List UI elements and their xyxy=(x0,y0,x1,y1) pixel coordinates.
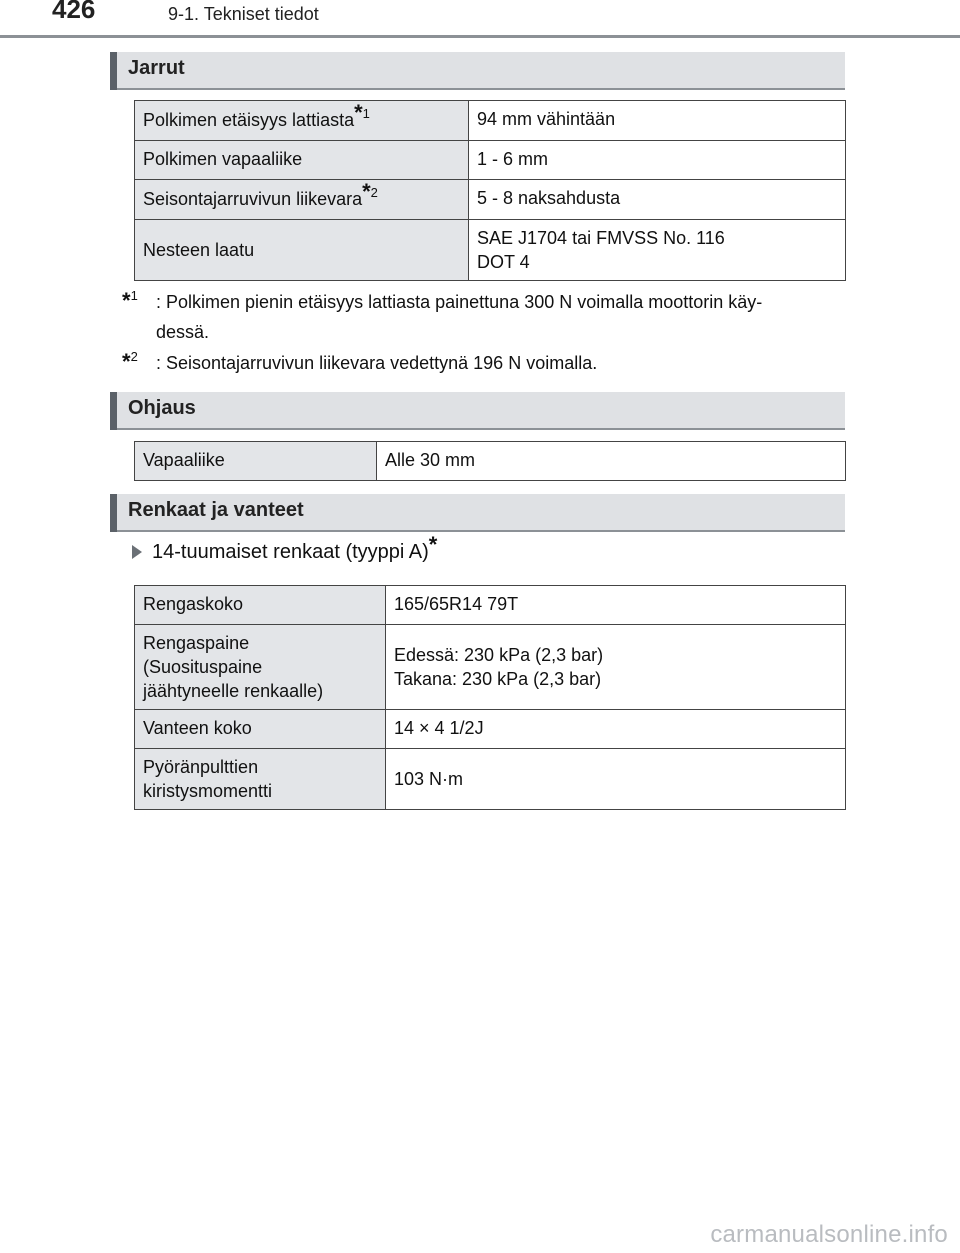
table-cell-label: Pyöränpulttien kiristysmomentti xyxy=(135,749,386,810)
table-row xyxy=(135,180,846,220)
table-cell-value: 14 × 4 1/2J xyxy=(386,710,846,749)
table-row xyxy=(135,101,846,141)
triangle-bullet-icon xyxy=(132,545,142,559)
table-cell-label xyxy=(135,180,469,220)
footnote-star: * xyxy=(354,100,363,125)
section-heading-tires xyxy=(110,494,845,532)
tires-table xyxy=(134,585,846,810)
table-row xyxy=(135,586,846,625)
table-cell-label: Polkimen vapaaliike xyxy=(135,141,469,180)
footnote-text: : Polkimen pienin etäisyys lattiasta painettuna 300 N voimalla moottorin käy- xyxy=(156,292,763,312)
subheading-text: 14-tuumaiset renkaat (tyyppi A) xyxy=(152,541,429,563)
table-cell-label: Vanteen koko xyxy=(135,710,386,749)
footnote-ref: 2 xyxy=(370,185,378,200)
footnote-text-cont: dessä. xyxy=(156,322,210,342)
table-cell-label: Rengaskoko xyxy=(135,586,386,625)
section-path: 9-1. Tekniset tiedot xyxy=(168,4,319,24)
watermark: carmanualsonline.info xyxy=(710,1221,948,1248)
footnote-ref: 1 xyxy=(362,106,370,121)
section-title-steering: Ohjaus xyxy=(128,397,196,419)
table-row xyxy=(135,141,846,180)
section-title-tires: Renkaat ja vanteet xyxy=(128,499,304,521)
label-text: Seisontajarruvivun liikevara xyxy=(143,189,363,209)
table-cell-value: 5 - 8 naksahdusta xyxy=(469,180,846,220)
table-cell-value: 103 N·m xyxy=(386,749,846,810)
table-row xyxy=(135,625,846,710)
table-cell-value: 1 - 6 mm xyxy=(469,141,846,180)
table-cell-value: Edessä: 230 kPa (2,3 bar) Takana: 230 kPa (2,3 bar) xyxy=(386,625,846,710)
section-heading-brakes xyxy=(110,52,845,90)
table-cell-label: Rengaspaine (Suosituspaine jäähtyneelle renkaalle) xyxy=(135,625,386,710)
section-title-brakes: Jarrut xyxy=(128,57,185,79)
table-cell-value: 165/65R14 79T xyxy=(386,586,846,625)
footnote-marker: *$^2$ xyxy=(122,349,138,374)
table-cell-label xyxy=(135,101,469,141)
table-row xyxy=(135,710,846,749)
steering-table xyxy=(134,441,846,481)
footnote-text: : Seisontajarruvivun liikevara vedettynä 196 N voimalla. xyxy=(156,353,598,373)
section-heading-steering xyxy=(110,392,845,430)
brakes-table xyxy=(134,100,846,281)
table-row xyxy=(135,442,846,481)
footnote-1 xyxy=(122,286,842,347)
footnote-2 xyxy=(122,347,842,379)
table-row xyxy=(135,749,846,810)
footnote-marker: *$^1$ xyxy=(122,288,138,313)
table-cell-value: SAE J1704 tai FMVSS No. 116 DOT 4 xyxy=(469,220,846,281)
tire-subheading xyxy=(132,532,438,564)
table-cell-label: Nesteen laatu xyxy=(135,220,469,281)
footnote-star: * xyxy=(362,179,371,204)
footnote-star: * xyxy=(428,532,438,557)
table-cell-value: Alle 30 mm xyxy=(377,442,846,481)
table-cell-label: Vapaaliike xyxy=(135,442,377,481)
table-cell-value: 94 mm vähintään xyxy=(469,101,846,141)
label-text: Polkimen etäisyys lattiasta xyxy=(143,110,355,130)
header-rule xyxy=(0,35,960,38)
table-row xyxy=(135,220,846,281)
page-number: 426 xyxy=(52,0,96,24)
